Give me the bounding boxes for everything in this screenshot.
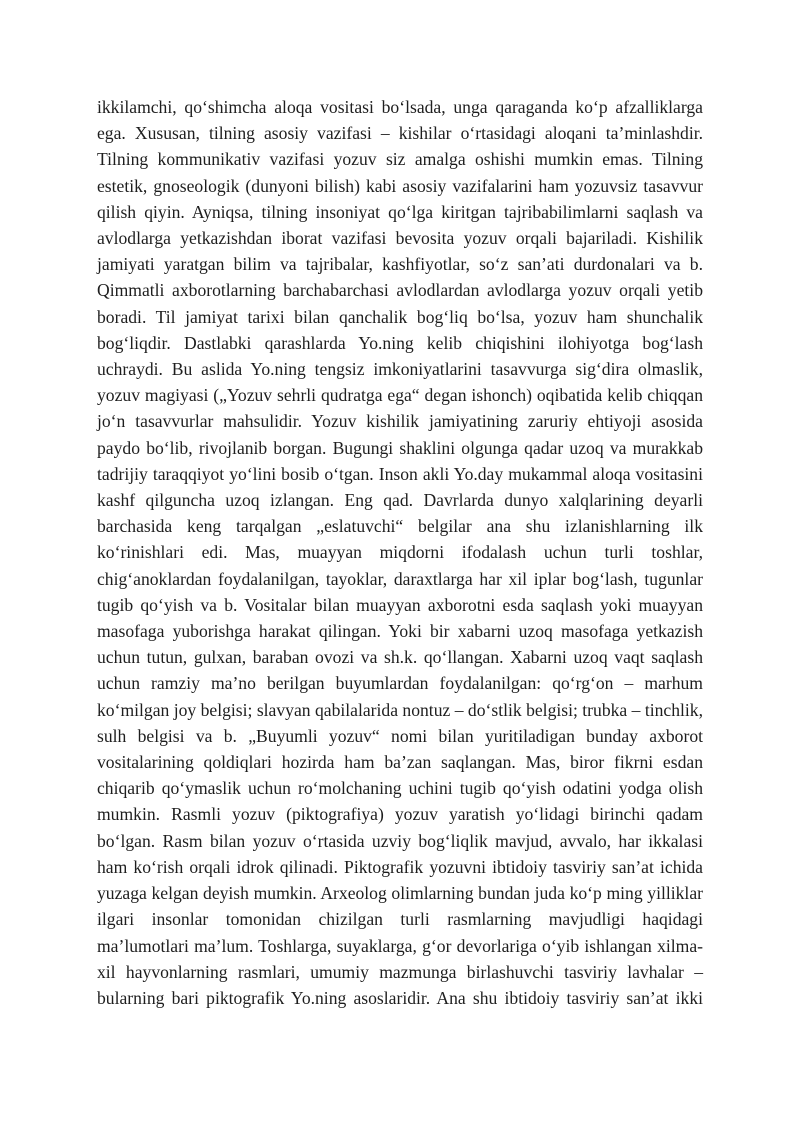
document-page bbox=[97, 94, 703, 1011]
body-paragraph: ikkilamchi, qo‘shimcha aloqa vositasi bo‘lsada, unga qaraganda ko‘p afzalliklarga ega. Xususan, tilning asosiy vazifasi – kishilar o‘rtasidagi aloqani ta’minlashdir. Tilning kommunikativ vazifasi yozuv siz amalga oshishi mumkin emas. Tilning estetik, gnoseologik (dunyoni bilish) kabi asosiy vazifalarini ham yozuvsiz tasavvur qilish qiyin. Ayniqsa, tilning insoniyat qo‘lga kiritgan tajribabilimlarni saqlash va avlodlarga yetkazishdan iborat vazifasi bevosita yozuv orqali bajariladi. Kishilik jamiyati yaratgan bilim va tajribalar, kashfiyotlar, so‘z san’ati durdonalari va b. Qimmatli axborotlarning barchabarchasi avlodlardan avlodlarga yozuv orqali yetib boradi. Til jamiyat tarixi bilan qanchalik bog‘liq bo‘lsa, yozuv ham shunchalik bog‘liqdir. Dastlabki qarashlarda Yo.ning kelib chiqishini ilohiyotga bog‘lash uchraydi. Bu aslida Yo.ning tengsiz imkoniyatlarini tasavvurga sig‘dira olmaslik, yozuv magiyasi („Yozuv sehrli qudratga ega“ degan ishonch) oqibatida kelib chiqqan jo‘n tasavvurlar mahsulidir. Yozuv kishilik jamiyatining zaruriy ehtiyoji asosida paydo bo‘lib, rivojlanib borgan. Bugungi shaklini olgunga qadar uzoq va murakkab tadrijiy taraqqiyot yo‘lini bosib o‘tgan. Inson akli Yo.day mukammal aloqa vositasini kashf qilguncha uzoq izlangan. Eng qad. Davrlarda dunyo xalqlarining deyarli barchasida keng tarqalgan „eslatuvchi“ belgilar ana shu izlanishlarning ilk ko‘rinishlari edi. Mas, muayyan miqdorni ifodalash uchun turli toshlar, chig‘anoklardan foydalanilgan, tayoklar, daraxtlarga har xil iplar bog‘lash, tugunlar tugib qo‘yish va b. Vositalar bilan muayyan axborotni esda saqlash yoki muayyan masofaga yuborishga harakat qilingan. Yoki bir xabarni uzoq masofaga yetkazish uchun tutun, gulxan, baraban ovozi va sh.k. qo‘llangan. Xabarni uzoq vaqt saqlash uchun ramziy ma’no berilgan buyumlardan foydalanilgan: qo‘rg‘on – marhum ko‘milgan joy belgisi; slavyan qabilalarida nontuz – do‘stlik belgisi; trubka – tinchlik, sulh belgisi va b. „Buyumli yozuv“ nomi bilan yuritiladigan bunday axborot vositalarining qoldiqlari hozirda ham ba’zan saqlangan. Mas, biror fikrni esdan chiqarib qo‘ymaslik uchun ro‘molchaning uchini tugib qo‘yish odatini yodga olish mumkin. Rasmli yozuv (piktografiya) yozuv yaratish yo‘lidagi birinchi qadam bo‘lgan. Rasm bilan yozuv o‘rtasida uzviy bog‘liqlik mavjud, avvalo, har ikkalasi ham ko‘rish orqali idrok qilinadi. Piktografik yozuvni ibtidoiy tasviriy san’at ichida yuzaga kelgan deyish mumkin. Arxeolog olimlarning bundan juda ko‘p ming yilliklar ilgari insonlar tomonidan chizilgan turli rasmlarning mavjudligi haqidagi ma’lumotlari ma’lum. Toshlarga, suyaklarga, g‘or devorlariga o‘yib ishlangan xilma-xil hayvonlarning rasmlari, umumiy mazmunga birlashuvchi tasviriy lavhalar – bularning bari piktografik Yo.ning asoslaridir. Ana shu ibtidoiy tasviriy san’at ikki bbox=[97, 97, 703, 1008]
